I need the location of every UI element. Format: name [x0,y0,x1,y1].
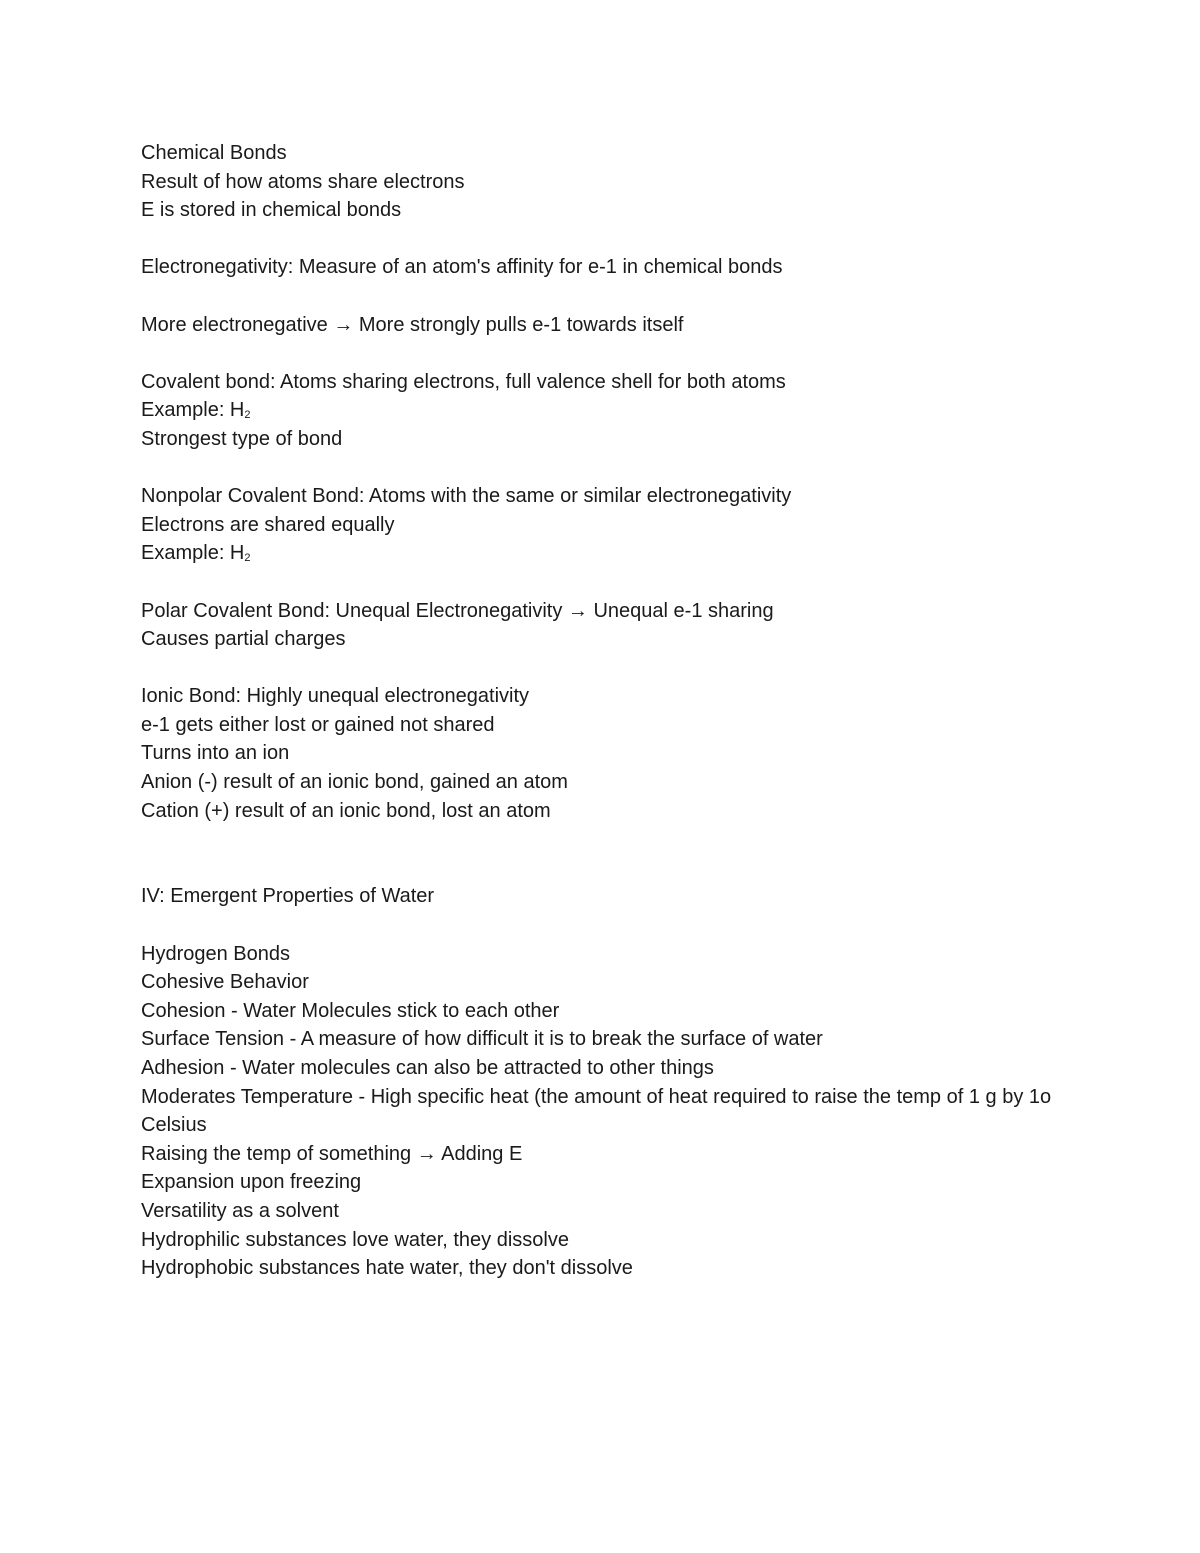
subscript: 2 [244,552,251,565]
text-line: Raising the temp of something → Adding E [141,1142,523,1165]
covalent-strength: Strongest type of bond [141,427,343,450]
text-line: Cohesive Behavior [141,971,309,994]
nonpolar-definition: Nonpolar Covalent Bond: Atoms with the same or similar electronegativity [141,485,792,508]
electronegativity-definition: Electronegativity: Measure of an atom's affinity for e-1 in chemical bonds [141,256,783,279]
spacer [141,339,1061,368]
text-line: Surface Tension - A measure of how difficult it is to break the surface of water [141,1028,823,1051]
spacer [141,282,1061,311]
text-line: e-1 gets either lost or gained not shared [141,713,495,736]
electronegativity-note: More electronegative → More strongly pulls e-1 towards itself [141,313,684,336]
text-line: Hydrogen Bonds [141,942,290,965]
polar-definition: Polar Covalent Bond: Unequal Electronegativity → Unequal e-1 sharing [141,599,774,622]
text-line: Cohesion - Water Molecules stick to each other [141,999,560,1022]
text-line: Expansion upon freezing [141,1171,362,1194]
text-line: Versatility as a solvent [141,1199,339,1222]
subscript: 2 [244,409,251,422]
covalent-definition: Covalent bond: Atoms sharing electrons, full valence shell for both atoms [141,370,786,393]
text-line: Anion (-) result of an ionic bond, gained an atom [141,771,568,794]
text-line: Cation (+) result of an ionic bond, lost an atom [141,799,551,822]
section-title-water: IV: Emergent Properties of Water [141,885,435,908]
text-line: Hydrophilic substances love water, they dissolve [141,1228,569,1251]
section-title-chemical-bonds: Chemical Bonds [141,142,287,164]
document-body [141,139,1061,1283]
spacer [141,225,1061,254]
polar-charges: Causes partial charges [141,628,346,651]
covalent-example [141,396,1061,425]
spacer [141,568,1061,597]
text-line: Result of how atoms share electrons [141,170,465,193]
text-line: Hydrophobic substances hate water, they don't dissolve [141,1257,633,1280]
spacer [141,454,1061,483]
spacer [141,654,1061,683]
spacer [141,911,1061,940]
ionic-definition: Ionic Bond: Highly unequal electronegativity [141,685,530,708]
spacer [141,825,1061,882]
text-line: Turns into an ion [141,742,290,765]
text-line: Adhesion - Water molecules can also be attracted to other things [141,1057,714,1079]
example-text: Example: H [141,399,245,422]
text-line: E is stored in chemical bonds [141,199,402,222]
nonpolar-shared: Electrons are shared equally [141,513,395,536]
text-line: Moderates Temperature - High specific heat (the amount of heat required to raise the temp of 1 g by 1o Celsius [141,1085,1057,1137]
nonpolar-example [141,539,1061,568]
example-text: Example: H [141,542,245,565]
